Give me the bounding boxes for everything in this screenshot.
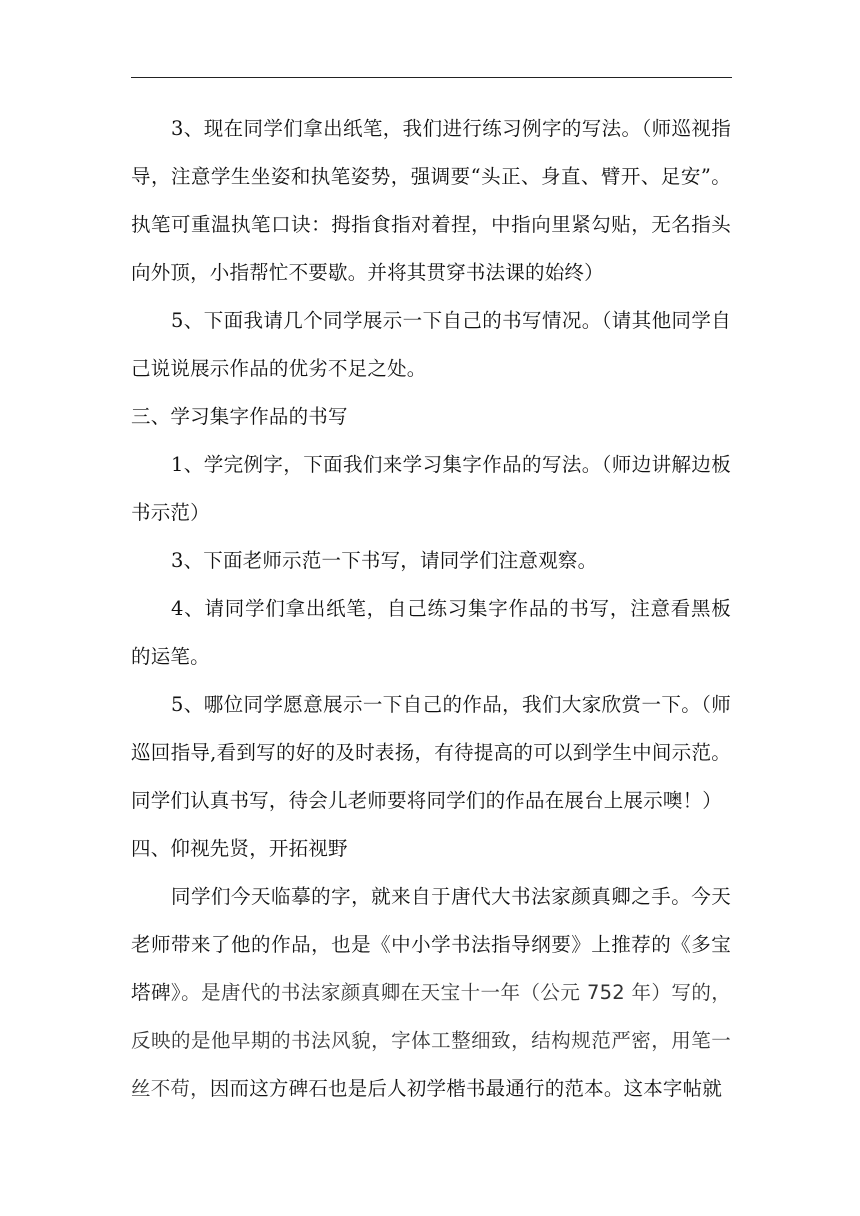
paragraph-show-works: 5、哪位同学愿意展示一下自己的作品，我们大家欣赏一下。（师巡回指导,看到写的好的及时表扬，有待提高的可以到学生中间示范。同学们认真书写，待会儿老师要将同学们的作品在展台上展示噢！）	[131, 693, 731, 812]
paragraph-part-1: 同学们今天临摹的字，就来自于唐代大书法家颜真卿之手。今天老师带来了他的作品，也是《中小学书法指导纲要》上推荐的《多宝塔碑》	[131, 885, 731, 1004]
paragraph-students-practice: 4、请同学们拿出纸笔，自己练习集字作品的书写，注意看黑板的运笔。	[131, 597, 731, 668]
paragraph-learn-collection: 1、学完例字，下面我们来学习集字作品的写法。（师边讲解边板书示范）	[131, 453, 731, 524]
document-body	[131, 105, 731, 1113]
paragraph-part-2: 。是唐代的书法家颜真卿在天宝十一年（公元 752 年）写的，反映的是他早期的书法风貌，字体工整细致，结构规范严密，用笔一丝不苟，	[131, 981, 731, 1100]
section-heading-3: 三、学习集字作品的书写	[131, 405, 348, 428]
paragraph-practice-example: 3、现在同学们拿出纸笔，我们进行练习例字的写法。（师巡视指导，注意学生坐姿和执笔姿势，强调要“头正、身直、臂开、足安”。执笔可重温执笔口诀：拇指食指对着捏，中指向里紧勾贴，无名指头向外顶，小指帮忙不要歇。并将其贯穿书法课的始终）	[131, 117, 731, 284]
paragraph-teacher-demo: 3、下面老师示范一下书写，请同学们注意观察。	[171, 549, 598, 572]
section-heading-4: 四、仰视先贤，开拓视野	[131, 837, 348, 860]
header-rule	[131, 77, 732, 78]
paragraph-yan-zhenqing	[131, 873, 731, 1113]
paragraph-show-writing: 5、下面我请几个同学展示一下自己的书写情况。（请其他同学自己说说展示作品的优劣不足之处。	[131, 309, 731, 380]
paragraph-part-3: 因而这方碑石也是后人初学楷书最通行的范本。这本字帖就	[209, 1077, 723, 1100]
